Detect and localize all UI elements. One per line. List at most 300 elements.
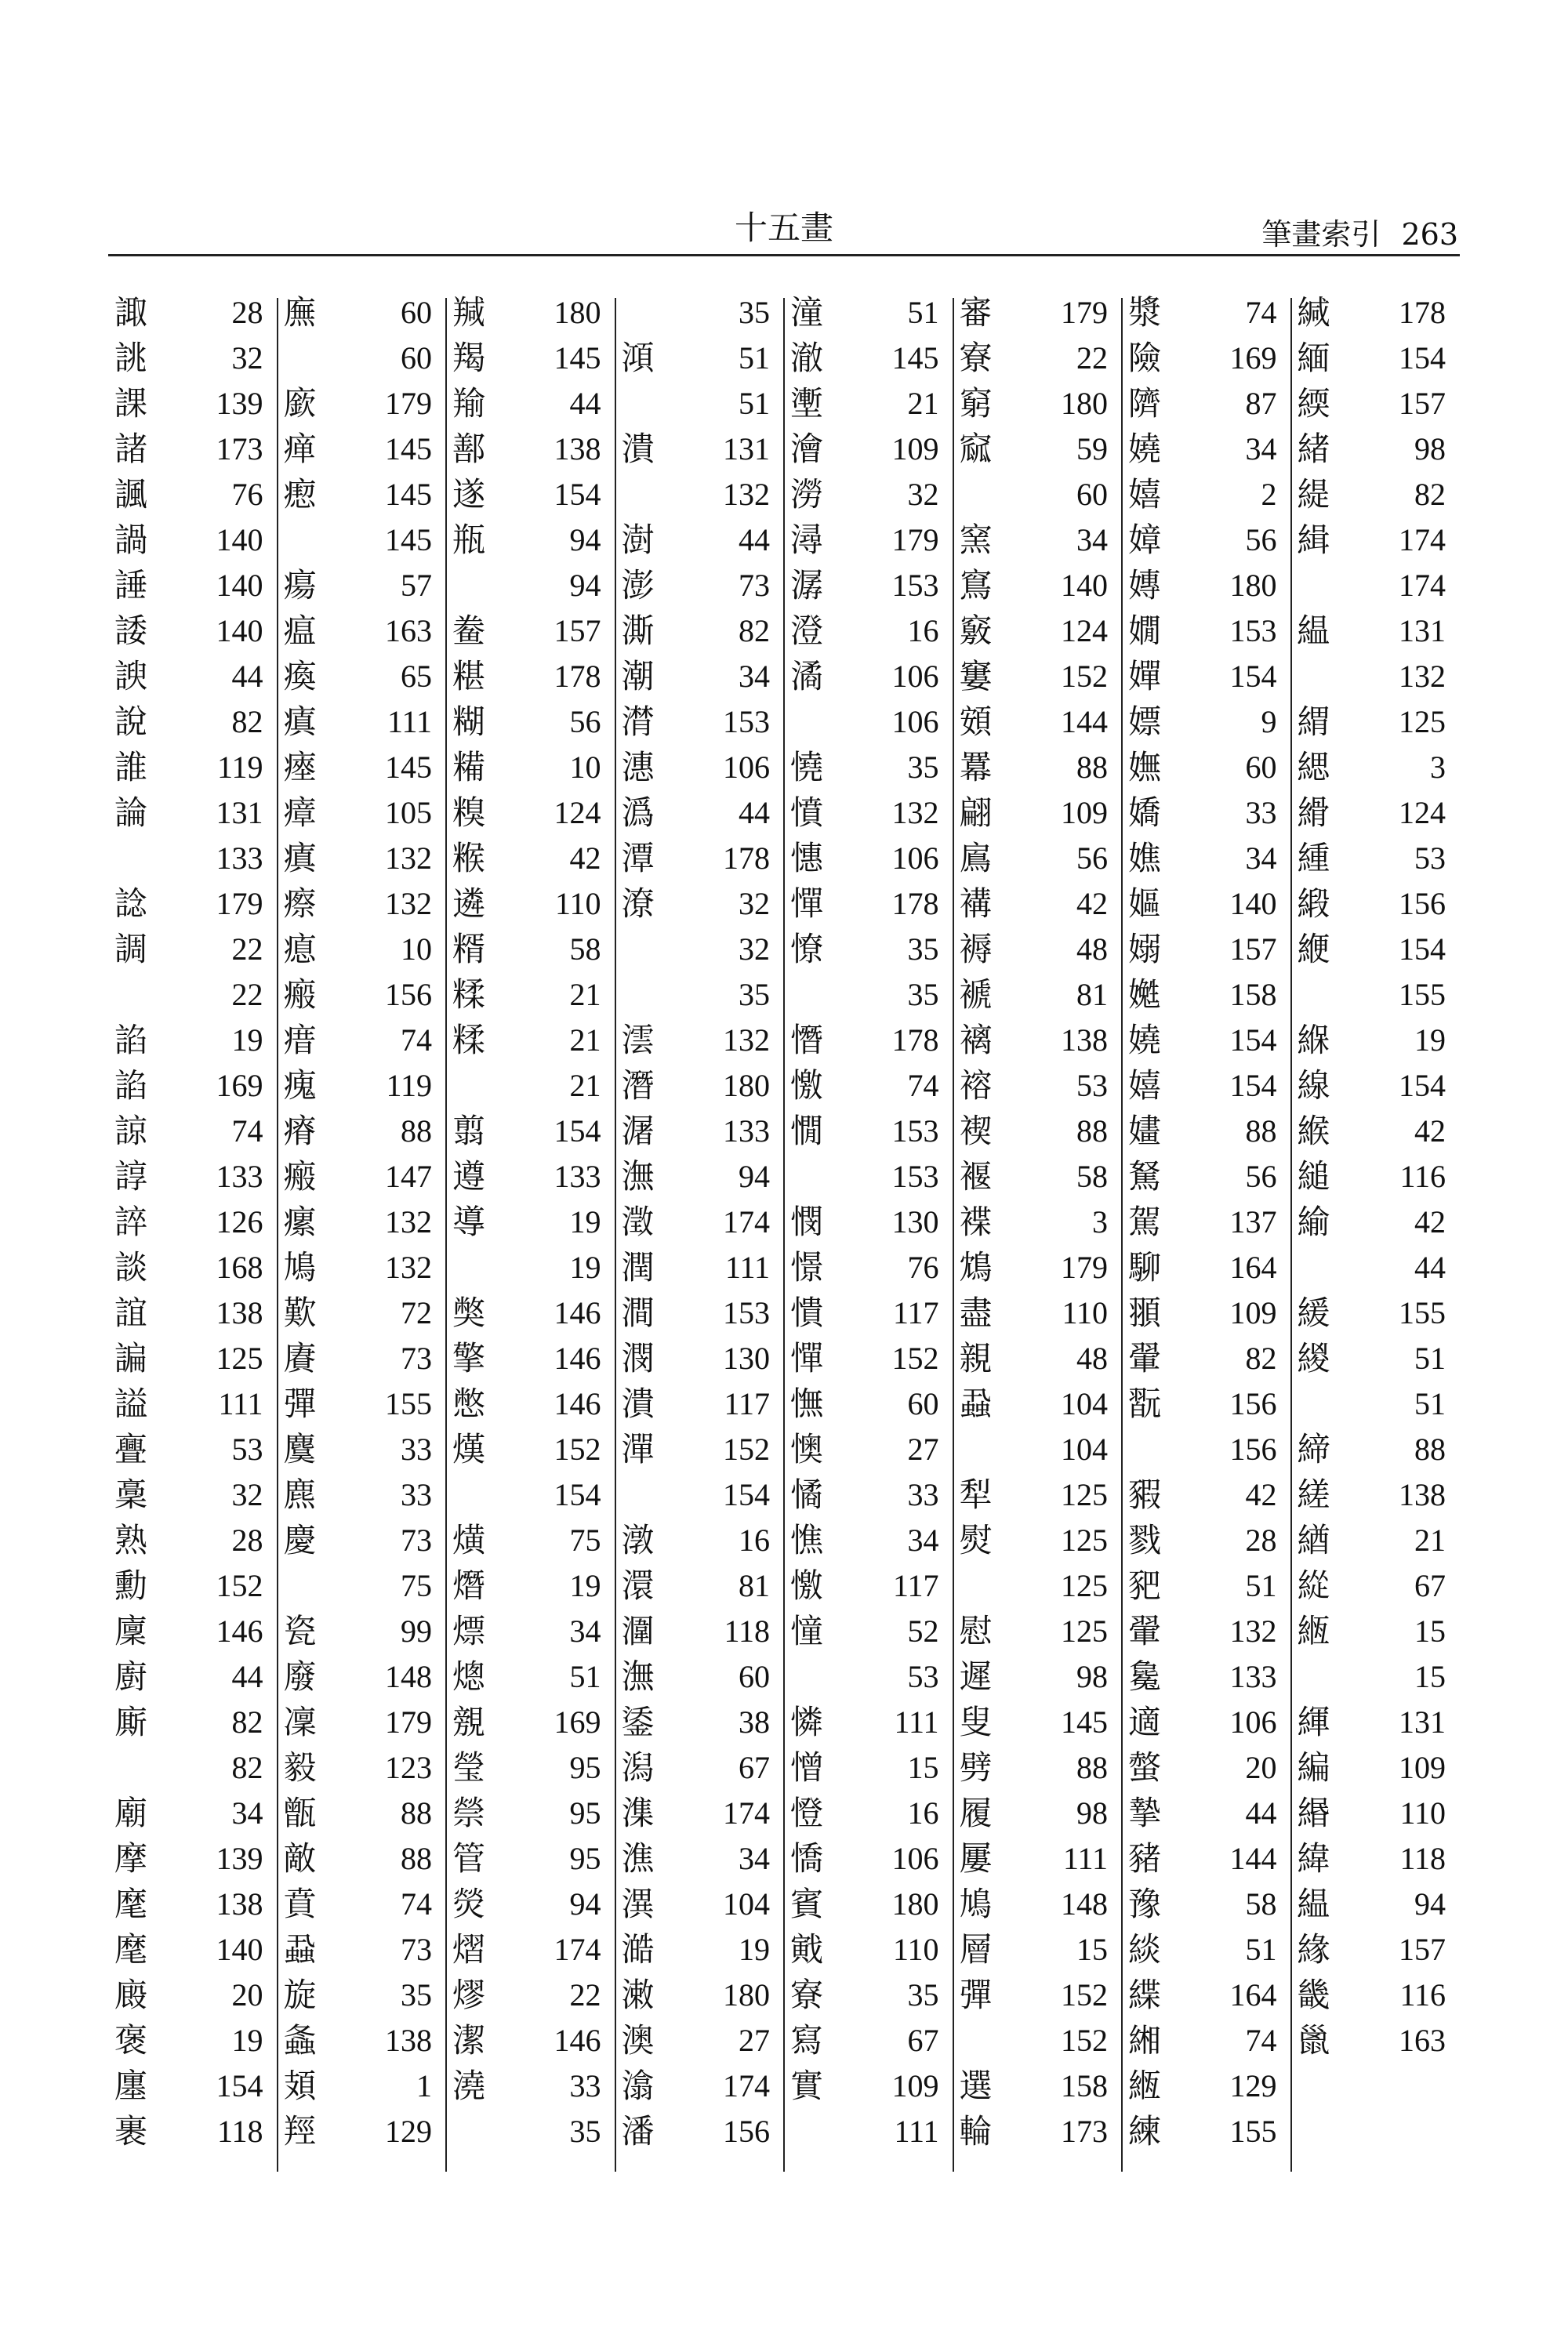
entry-character: 盡 — [959, 1294, 993, 1332]
entry-page-number: 73 — [401, 1932, 432, 1967]
entry-page-number: 33 — [907, 1477, 939, 1512]
entry-page-number: 35 — [907, 977, 939, 1012]
entry-page-number: 3 — [1430, 750, 1446, 785]
index-entry — [953, 1654, 1123, 1700]
entry-character: 選 — [959, 2067, 993, 2105]
entry-page-number: 44 — [569, 386, 601, 421]
entry-page-number: 140 — [1229, 886, 1277, 921]
index-entry — [784, 1472, 953, 1518]
index-entry — [278, 336, 447, 381]
entry-character: 歎 — [283, 1294, 317, 1332]
index-entry — [615, 608, 785, 654]
index-entry — [615, 517, 785, 563]
entry-page-number: 57 — [401, 568, 432, 603]
entry-page-number: 174 — [723, 1204, 770, 1240]
entry-character: 誶 — [114, 1203, 148, 1241]
index-entry — [446, 1609, 615, 1654]
entry-character: 熒 — [452, 1885, 486, 1923]
entry-page-number: 125 — [1399, 704, 1446, 739]
index-entry — [615, 290, 785, 336]
index-entry — [108, 1700, 278, 1745]
index-entry — [1122, 1063, 1291, 1109]
entry-page-number: 56 — [1245, 1159, 1277, 1194]
entry-page-number: 133 — [1229, 1659, 1277, 1694]
entry-character: 憤 — [790, 793, 824, 832]
index-entry — [953, 426, 1123, 472]
entry-page-number: 28 — [231, 295, 263, 330]
index-entry — [446, 472, 615, 517]
entry-page-number: 65 — [401, 659, 432, 694]
entry-character: 憧 — [790, 1612, 824, 1650]
entry-page-number: 180 — [1061, 386, 1108, 421]
entry-character: 澳 — [621, 2021, 655, 2060]
entry-character: 諏 — [114, 293, 148, 332]
entry-character: 緥 — [1297, 1021, 1330, 1059]
entry-page-number: 155 — [385, 1386, 432, 1421]
entry-character: 瘨 — [283, 702, 317, 741]
entry-page-number: 60 — [739, 1659, 770, 1694]
index-entry — [784, 290, 953, 336]
entry-page-number: 138 — [216, 1886, 263, 1922]
entry-page-number: 117 — [892, 1568, 939, 1603]
entry-page-number: 163 — [385, 613, 432, 648]
entry-character: 憚 — [790, 1339, 824, 1377]
index-entry — [278, 1791, 447, 1836]
entry-character: 論 — [114, 793, 148, 832]
index-entry — [615, 654, 785, 699]
index-entry — [953, 336, 1123, 381]
entry-page-number: 51 — [569, 1659, 601, 1694]
entry-character: 鳩 — [283, 1248, 317, 1287]
index-entry — [108, 426, 278, 472]
index-entry — [278, 381, 447, 426]
entry-character: 憐 — [790, 1703, 824, 1741]
index-entry — [784, 927, 953, 972]
index-entry — [1122, 699, 1291, 745]
index-entry — [784, 1973, 953, 2018]
entry-character: 緗 — [1128, 2021, 1162, 2060]
entry-character: 瘍 — [283, 566, 317, 604]
entry-page-number: 174 — [723, 2068, 770, 2103]
entry-character: 緪 — [1128, 2067, 1162, 2105]
entry-page-number: 126 — [216, 1204, 263, 1240]
entry-page-number: 15 — [1414, 1659, 1446, 1694]
entry-page-number: 81 — [739, 1568, 770, 1603]
index-entry — [784, 790, 953, 836]
entry-character: 諂 — [114, 1066, 148, 1105]
entry-character: 緒 — [1297, 430, 1330, 468]
index-column — [446, 290, 615, 2180]
entry-character: 廩 — [114, 1612, 148, 1650]
index-entry — [784, 1563, 953, 1609]
entry-page-number: 34 — [1245, 840, 1277, 876]
entry-page-number: 22 — [569, 1977, 601, 2013]
entry-page-number: 147 — [385, 1159, 432, 1194]
entry-character: 毅 — [283, 1748, 317, 1787]
entry-character: 麾 — [114, 1930, 148, 1969]
index-entry — [1122, 1245, 1291, 1290]
index-entry — [1122, 1563, 1291, 1609]
entry-character: 課 — [114, 384, 148, 423]
entry-character: 嬋 — [1128, 657, 1162, 695]
entry-page-number: 109 — [1399, 1750, 1446, 1785]
entry-character: 緣 — [1297, 1930, 1330, 1969]
index-entry — [446, 790, 615, 836]
entry-character: 螫 — [1128, 1748, 1162, 1787]
entry-page-number: 138 — [554, 431, 601, 466]
entry-page-number: 116 — [1399, 1159, 1446, 1194]
entry-character: 嬈 — [1128, 1021, 1162, 1059]
entry-character: 瘓 — [283, 657, 317, 695]
entry-page-number: 125 — [1061, 1568, 1108, 1603]
entry-character: 潩 — [621, 1885, 655, 1923]
entry-character: 澈 — [790, 339, 824, 377]
entry-page-number: 158 — [1229, 977, 1277, 1012]
index-entry — [446, 745, 615, 790]
entry-character: 褣 — [959, 1066, 993, 1105]
entry-page-number: 152 — [1061, 1977, 1108, 2013]
entry-character: 熨 — [959, 1521, 993, 1559]
entry-page-number: 34 — [739, 1841, 770, 1876]
entry-character: 遲 — [959, 1657, 993, 1696]
entry-character: 廛 — [114, 2067, 148, 2105]
entry-page-number: 157 — [1399, 1932, 1446, 1967]
index-entry — [1291, 1200, 1461, 1245]
index-entry — [446, 1563, 615, 1609]
index-entry — [784, 1609, 953, 1654]
entry-character: 瘰 — [283, 1203, 317, 1241]
entry-character: 裹 — [114, 2112, 148, 2151]
entry-page-number: 74 — [1245, 2023, 1277, 2058]
entry-page-number: 19 — [569, 1568, 601, 1603]
entry-character: 竅 — [959, 612, 993, 650]
entry-character: 窶 — [959, 657, 993, 695]
index-entry — [446, 1154, 615, 1200]
index-entry — [278, 1427, 447, 1472]
entry-page-number: 124 — [1061, 613, 1108, 648]
index-entry — [784, 1336, 953, 1381]
index-entry — [615, 1745, 785, 1791]
entry-page-number: 173 — [216, 431, 263, 466]
entry-character: 嬔 — [1128, 975, 1162, 1014]
entry-page-number: 154 — [1229, 1068, 1277, 1103]
entry-page-number: 155 — [1399, 977, 1446, 1012]
index-entry — [108, 1427, 278, 1472]
entry-page-number: 131 — [216, 795, 263, 830]
entry-page-number: 130 — [891, 1204, 939, 1240]
entry-page-number: 153 — [891, 568, 939, 603]
index-entry — [108, 1563, 278, 1609]
index-entry — [278, 654, 447, 699]
entry-page-number: 87 — [1245, 386, 1277, 421]
entry-page-number: 129 — [385, 2114, 432, 2149]
entry-character: 瘣 — [283, 1066, 317, 1105]
entry-character: 彈 — [283, 1385, 317, 1423]
index-entry — [278, 2063, 447, 2109]
entry-character: 潄 — [621, 1976, 655, 2014]
entry-character: 緹 — [1297, 475, 1330, 514]
entry-page-number: 145 — [554, 340, 601, 376]
entry-page-number: 34 — [569, 1613, 601, 1649]
index-entry — [953, 927, 1123, 972]
entry-character: 潰 — [621, 430, 655, 468]
entry-character: 緃 — [1297, 1566, 1330, 1605]
index-entry — [108, 290, 278, 336]
index-entry — [1122, 381, 1291, 426]
entry-page-number: 118 — [724, 1613, 770, 1649]
index-entry — [1291, 745, 1461, 790]
entry-page-number: 180 — [891, 1886, 939, 1922]
index-entry — [1122, 517, 1291, 563]
entry-page-number: 32 — [739, 886, 770, 921]
entry-page-number: 157 — [554, 613, 601, 648]
index-entry — [784, 972, 953, 1018]
index-entry — [953, 972, 1123, 1018]
entry-page-number: 132 — [385, 840, 432, 876]
entry-page-number: 152 — [1061, 2023, 1108, 2058]
entry-page-number: 152 — [891, 1341, 939, 1376]
entry-character: 頍 — [283, 2067, 317, 2105]
entry-character: 潓 — [621, 748, 655, 786]
entry-page-number: 132 — [723, 1022, 770, 1058]
entry-page-number: 180 — [554, 295, 601, 330]
entry-page-number: 180 — [1229, 568, 1277, 603]
entry-page-number: 174 — [1399, 568, 1446, 603]
entry-character: 憕 — [790, 1794, 824, 1832]
entry-page-number: 111 — [724, 1250, 770, 1285]
entry-page-number: 60 — [1076, 477, 1108, 512]
entry-character: 凜 — [283, 1703, 317, 1741]
entry-character: 澴 — [621, 1566, 655, 1605]
entry-page-number: 88 — [401, 1113, 432, 1149]
entry-character: 嫺 — [1128, 612, 1162, 650]
entry-page-number: 44 — [739, 522, 770, 557]
index-entry — [615, 1381, 785, 1427]
entry-character: 潿 — [621, 1612, 655, 1650]
entry-page-number: 178 — [723, 840, 770, 876]
entry-page-number: 76 — [907, 1250, 939, 1285]
entry-page-number: 139 — [216, 1841, 263, 1876]
entry-character: 蝨 — [283, 1930, 317, 1969]
index-entry — [1122, 2109, 1291, 2154]
entry-page-number: 34 — [1076, 522, 1108, 557]
entry-character: 憿 — [790, 1566, 824, 1605]
index-entry — [1291, 1927, 1461, 1973]
entry-page-number: 106 — [1229, 1704, 1277, 1740]
index-entry — [1122, 563, 1291, 608]
entry-page-number: 34 — [231, 1795, 263, 1831]
entry-character: 緦 — [1297, 748, 1330, 786]
index-entry — [446, 1973, 615, 2018]
entry-character: 緛 — [1297, 384, 1330, 423]
entry-page-number: 131 — [1399, 613, 1446, 648]
index-entry — [446, 927, 615, 972]
index-column — [278, 290, 447, 2180]
index-entry — [953, 608, 1123, 654]
entry-page-number: 94 — [569, 568, 601, 603]
entry-page-number: 98 — [1076, 1659, 1108, 1694]
index-entry — [784, 426, 953, 472]
entry-page-number: 117 — [892, 1295, 939, 1330]
entry-character: 畿 — [1297, 1976, 1330, 2014]
index-entry — [615, 1109, 785, 1154]
entry-character: 澆 — [452, 2067, 486, 2105]
entry-page-number: 152 — [216, 1568, 263, 1603]
entry-page-number: 21 — [569, 1022, 601, 1058]
entry-character: 潰 — [621, 1385, 655, 1423]
entry-character: 緯 — [1297, 1839, 1330, 1878]
entry-page-number: 32 — [231, 1477, 263, 1512]
entry-page-number: 152 — [1061, 659, 1108, 694]
index-entry — [278, 1654, 447, 1700]
entry-character: 潘 — [621, 2112, 655, 2151]
entry-page-number: 75 — [569, 1523, 601, 1558]
index-entry — [784, 745, 953, 790]
entry-character: 潔 — [452, 2021, 486, 2060]
entry-page-number: 117 — [724, 1386, 770, 1421]
index-entry — [446, 517, 615, 563]
entry-page-number: 67 — [1414, 1568, 1446, 1603]
entry-character: 緬 — [1297, 339, 1330, 377]
entry-character: 賁 — [283, 1885, 317, 1923]
entry-page-number: 67 — [907, 2023, 939, 2058]
entry-character: 瓷 — [283, 1612, 317, 1650]
index-entry — [615, 972, 785, 1018]
entry-page-number: 60 — [1245, 750, 1277, 785]
entry-character: 褋 — [959, 1203, 993, 1241]
entry-character: 麃 — [283, 1475, 317, 1514]
index-entry — [1122, 1472, 1291, 1518]
entry-page-number: 27 — [907, 1432, 939, 1467]
index-entry — [1291, 1882, 1461, 1927]
entry-character: 嫋 — [1128, 930, 1162, 968]
entry-page-number: 19 — [569, 1250, 601, 1285]
index-entry — [953, 1927, 1123, 1973]
index-entry — [1291, 563, 1461, 608]
entry-page-number: 145 — [385, 522, 432, 557]
entry-page-number: 10 — [401, 931, 432, 967]
entry-page-number: 76 — [231, 477, 263, 512]
entry-character: 緩 — [1297, 1294, 1330, 1332]
index-entry — [278, 927, 447, 972]
entry-page-number: 82 — [231, 704, 263, 739]
entry-page-number: 44 — [231, 1659, 263, 1694]
entry-character: 巤 — [1297, 2021, 1330, 2060]
index-entry — [446, 290, 615, 336]
entry-page-number: 51 — [1414, 1341, 1446, 1376]
entry-page-number: 145 — [385, 750, 432, 785]
entry-page-number: 99 — [401, 1613, 432, 1649]
index-entry — [615, 2109, 785, 2154]
entry-character: 澗 — [621, 1294, 655, 1332]
entry-character: 嫿 — [1128, 1112, 1162, 1150]
entry-page-number: 154 — [1399, 931, 1446, 967]
entry-character: 憮 — [790, 1385, 824, 1423]
index-entry — [108, 1973, 278, 2018]
entry-page-number: 179 — [216, 886, 263, 921]
index-label: 筆畫索引 — [1261, 217, 1381, 252]
entry-page-number: 73 — [401, 1341, 432, 1376]
entry-character: 澒 — [621, 339, 655, 377]
entry-character: 駑 — [1128, 1157, 1162, 1196]
entry-page-number: 132 — [1229, 1613, 1277, 1649]
entry-character: 憯 — [790, 1021, 824, 1059]
entry-page-number: 35 — [401, 1977, 432, 2013]
index-column — [1291, 290, 1461, 2180]
index-entry — [1291, 1427, 1461, 1472]
entry-page-number: 19 — [739, 1932, 770, 1967]
entry-page-number: 109 — [1061, 795, 1108, 830]
index-entry — [615, 2018, 785, 2063]
entry-page-number: 158 — [1061, 2068, 1108, 2103]
entry-page-number: 19 — [231, 2023, 263, 2058]
entry-page-number: 146 — [554, 1341, 601, 1376]
entry-character: 熟 — [114, 1521, 148, 1559]
index-entry — [1122, 336, 1291, 381]
entry-character: 緟 — [1297, 839, 1330, 877]
index-entry — [953, 1290, 1123, 1336]
entry-character: 旋 — [283, 1976, 317, 2014]
entry-page-number: 53 — [1076, 1068, 1108, 1103]
index-entry — [1291, 1654, 1461, 1700]
entry-character: 憔 — [790, 1521, 824, 1559]
entry-character: 澐 — [621, 1021, 655, 1059]
index-entry — [1291, 972, 1461, 1018]
entry-character: 談 — [114, 1248, 148, 1287]
index-entry — [1122, 1518, 1291, 1563]
entry-page-number: 111 — [387, 704, 432, 739]
entry-character: 劈 — [959, 1748, 993, 1787]
entry-character: 憪 — [790, 1112, 824, 1150]
entry-page-number: 140 — [216, 613, 263, 648]
entry-page-number: 60 — [401, 340, 432, 376]
index-entry — [615, 381, 785, 426]
entry-page-number: 74 — [231, 1113, 263, 1149]
index-entry — [615, 1700, 785, 1745]
index-entry — [615, 563, 785, 608]
index-entry — [1291, 881, 1461, 927]
entry-character: 褵 — [959, 1021, 993, 1059]
entry-page-number: 109 — [891, 431, 939, 466]
index-entry — [278, 290, 447, 336]
entry-page-number: 32 — [739, 931, 770, 967]
entry-page-number: 27 — [739, 2023, 770, 2058]
index-entry — [953, 1427, 1123, 1472]
entry-page-number: 109 — [1229, 1295, 1277, 1330]
entry-page-number: 140 — [1061, 568, 1108, 603]
entry-page-number: 2 — [1261, 477, 1277, 512]
index-entry — [615, 1927, 785, 1973]
entry-page-number: 178 — [554, 659, 601, 694]
entry-page-number: 106 — [891, 840, 939, 876]
entry-page-number: 34 — [907, 1523, 939, 1558]
index-entry — [108, 1654, 278, 1700]
entry-page-number: 145 — [385, 431, 432, 466]
entry-character: 叟 — [959, 1703, 993, 1741]
entry-character: 慰 — [959, 1612, 993, 1650]
index-entry — [784, 1290, 953, 1336]
index-entry — [446, 1882, 615, 1927]
entry-character: 諣 — [114, 521, 148, 559]
entry-page-number: 132 — [385, 1204, 432, 1240]
entry-page-number: 125 — [1061, 1477, 1108, 1512]
entry-page-number: 33 — [401, 1477, 432, 1512]
entry-page-number: 72 — [401, 1295, 432, 1330]
entry-page-number: 146 — [554, 2023, 601, 2058]
index-entry — [953, 1245, 1123, 1290]
entry-character: 憚 — [790, 884, 824, 923]
entry-page-number: 19 — [1414, 1022, 1446, 1058]
